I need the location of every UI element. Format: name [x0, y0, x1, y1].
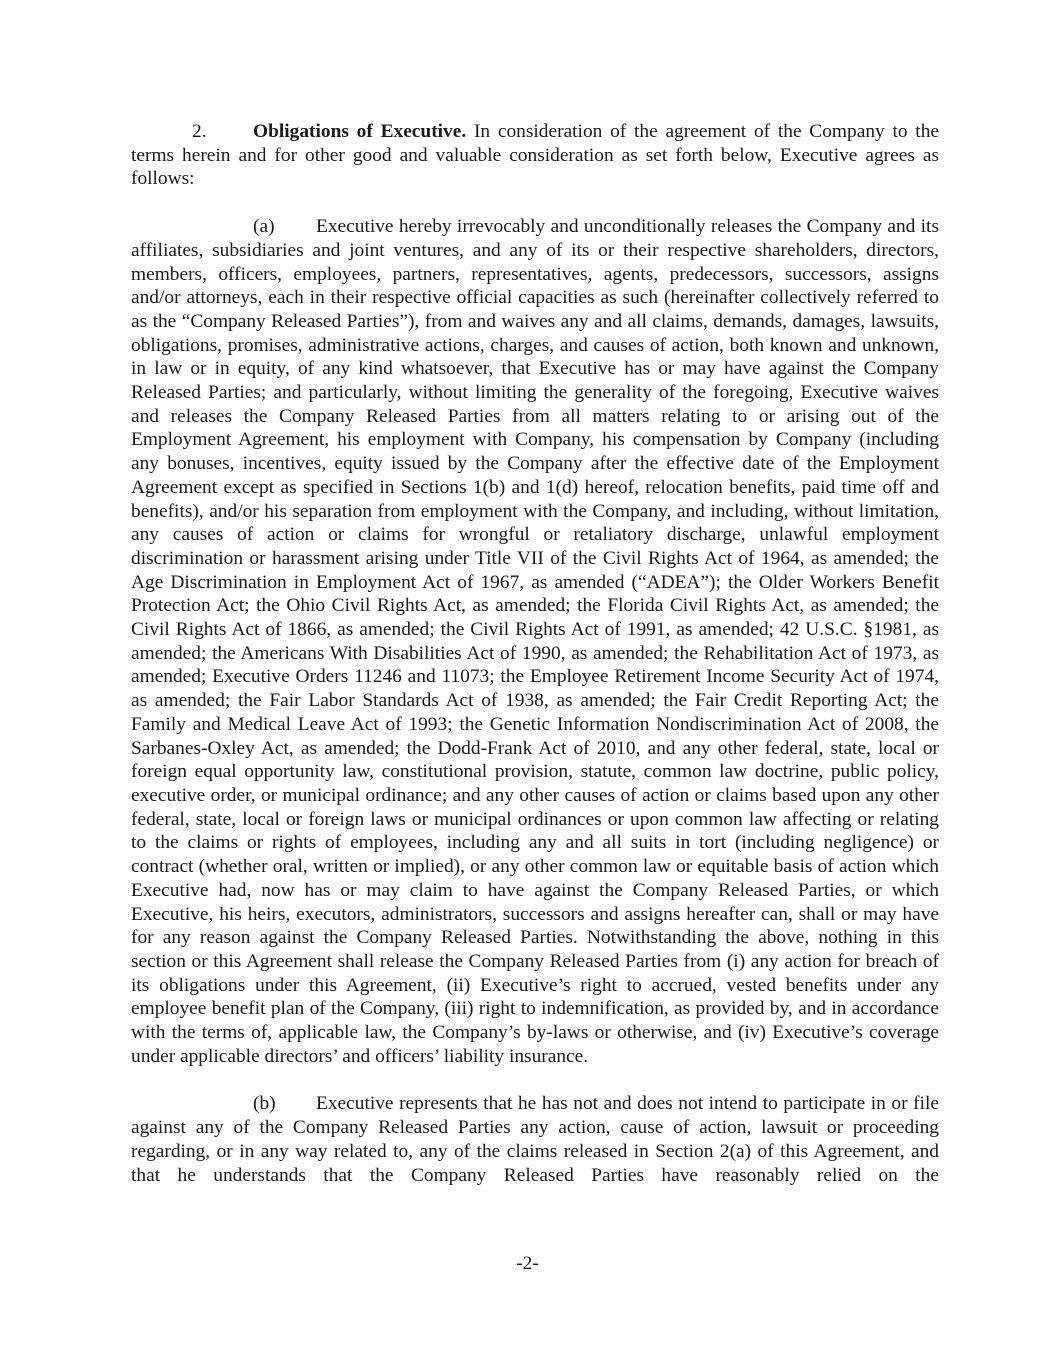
document-page [131, 120, 939, 1187]
subsection-b-text: Executive represents that he has not and does not intend to participate in or file against any of the Company Released Parties any action, cause of action, lawsuit or proceeding regarding, or in any way related to, any of the claims released in Section 2(a) of this Agreement, and that he understands that the Company Released Parties have reasonably relied on the [131, 1093, 939, 1186]
subsection-b-label: (b) [253, 1093, 276, 1115]
section-2-text: In consideration of the agreement of the Company to the terms herein and for other good and valuable consideration as set forth below, Executive agrees as follows: [131, 121, 939, 190]
section-2-paragraph [131, 120, 939, 191]
section-heading: Obligations of Executive. [253, 121, 467, 142]
subsection-b-paragraph [131, 1092, 939, 1187]
subsection-a-text: Executive hereby irrevocably and unconditionally releases the Company and its affiliates, subsidiaries and joint ventures, and any of its or their respective shareholders, directors, members, officers, employees, partners, representatives, agents, predecessors, successors, assigns and/or attorneys, each in their respective official capacities as such (hereinafter collectively referred to as the “Company Released Parties”), from and waives any and all claims, demands, damages, lawsuits, obligations, promises, administrative actions, charges, and causes of action, both known and unknown, in law or in equity, of any kind whatsoever, that Executive has or may have against the Company Released Parties; and particularly, without limiting the generality of the foregoing, Executive waives and releases the Company Released Parties from all matters relating to or arising out of the Employment Agreement, his employment with Company, his compensation by Company (including any bonuses, incentives, equity issued by the Company after the effective date of the Employment Agreement except as specified in Sections 1(b) and 1(d) hereof, relocation benefits, paid time off and benefits), and/or his separation from employment with the Company, and including, without limitation, any causes of action or claims for wrongful or retaliatory discharge, unlawful employment discrimination or harassment arising under Title VII of the Civil Rights Act of 1964, as amended; the Age Discrimination in Employment Act of 1967, as amended (“ADEA”); the Older Workers Benefit Protection Act; the Ohio Civil Rights Act, as amended; the Florida Civil Rights Act, as amended; the Civil Rights Act of 1866, as amended; the Civil Rights Act of 1991, as amended; 42 U.S.C. §1981, as amended; the Americans With Disabilities Act of 1990, as amended; the Rehabilitation Act of 1973, as amended; Executive Orders 11246 and 11073; the Employee Retirement Income Security Act of 1974, as amended; the Fair Labor Standards Act of 1938, as amended; the Fair Credit Reporting Act; the Family and Medical Leave Act of 1993; the Genetic Information Nondiscrimination Act of 2008, the Sarbanes-Oxley Act, as amended; the Dodd-Frank Act of 2010, and any other federal, state, local or foreign equal opportunity law, constitutional provision, statute, common law doctrine, public policy, executive order, or municipal ordinance; and any other causes of action or claims based upon any other federal, state, local or foreign laws or municipal ordinances or upon common law affecting or relating to the claims or rights of employees, including any and all suits in tort (including negligence) or contract (whether oral, written or implied), or any other common law or equitable basis of action which Executive had, now has or may claim to have against the Company Released Parties, or which Executive, his heirs, executors, administrators, successors and assigns hereafter can, shall or may have for any reason against the Company Released Parties. Notwithstanding the above, nothing in this section or this Agreement shall release the Company Released Parties from (i) any action for breach of its obligations under this Agreement, (ii) Executive’s right to accrued, vested benefits under any employee benefit plan of the Company, (iii) right to indemnification, as provided by, and in accordance with the terms of, applicable law, the Company’s by-laws or otherwise, and (iv) Executive’s coverage under applicable directors’ and officers’ liability insurance. [131, 216, 939, 1067]
subsection-a-paragraph [131, 215, 939, 1068]
subsection-a-label: (a) [253, 216, 275, 238]
section-number: 2. [192, 121, 207, 142]
page-number: -2- [516, 1253, 539, 1274]
